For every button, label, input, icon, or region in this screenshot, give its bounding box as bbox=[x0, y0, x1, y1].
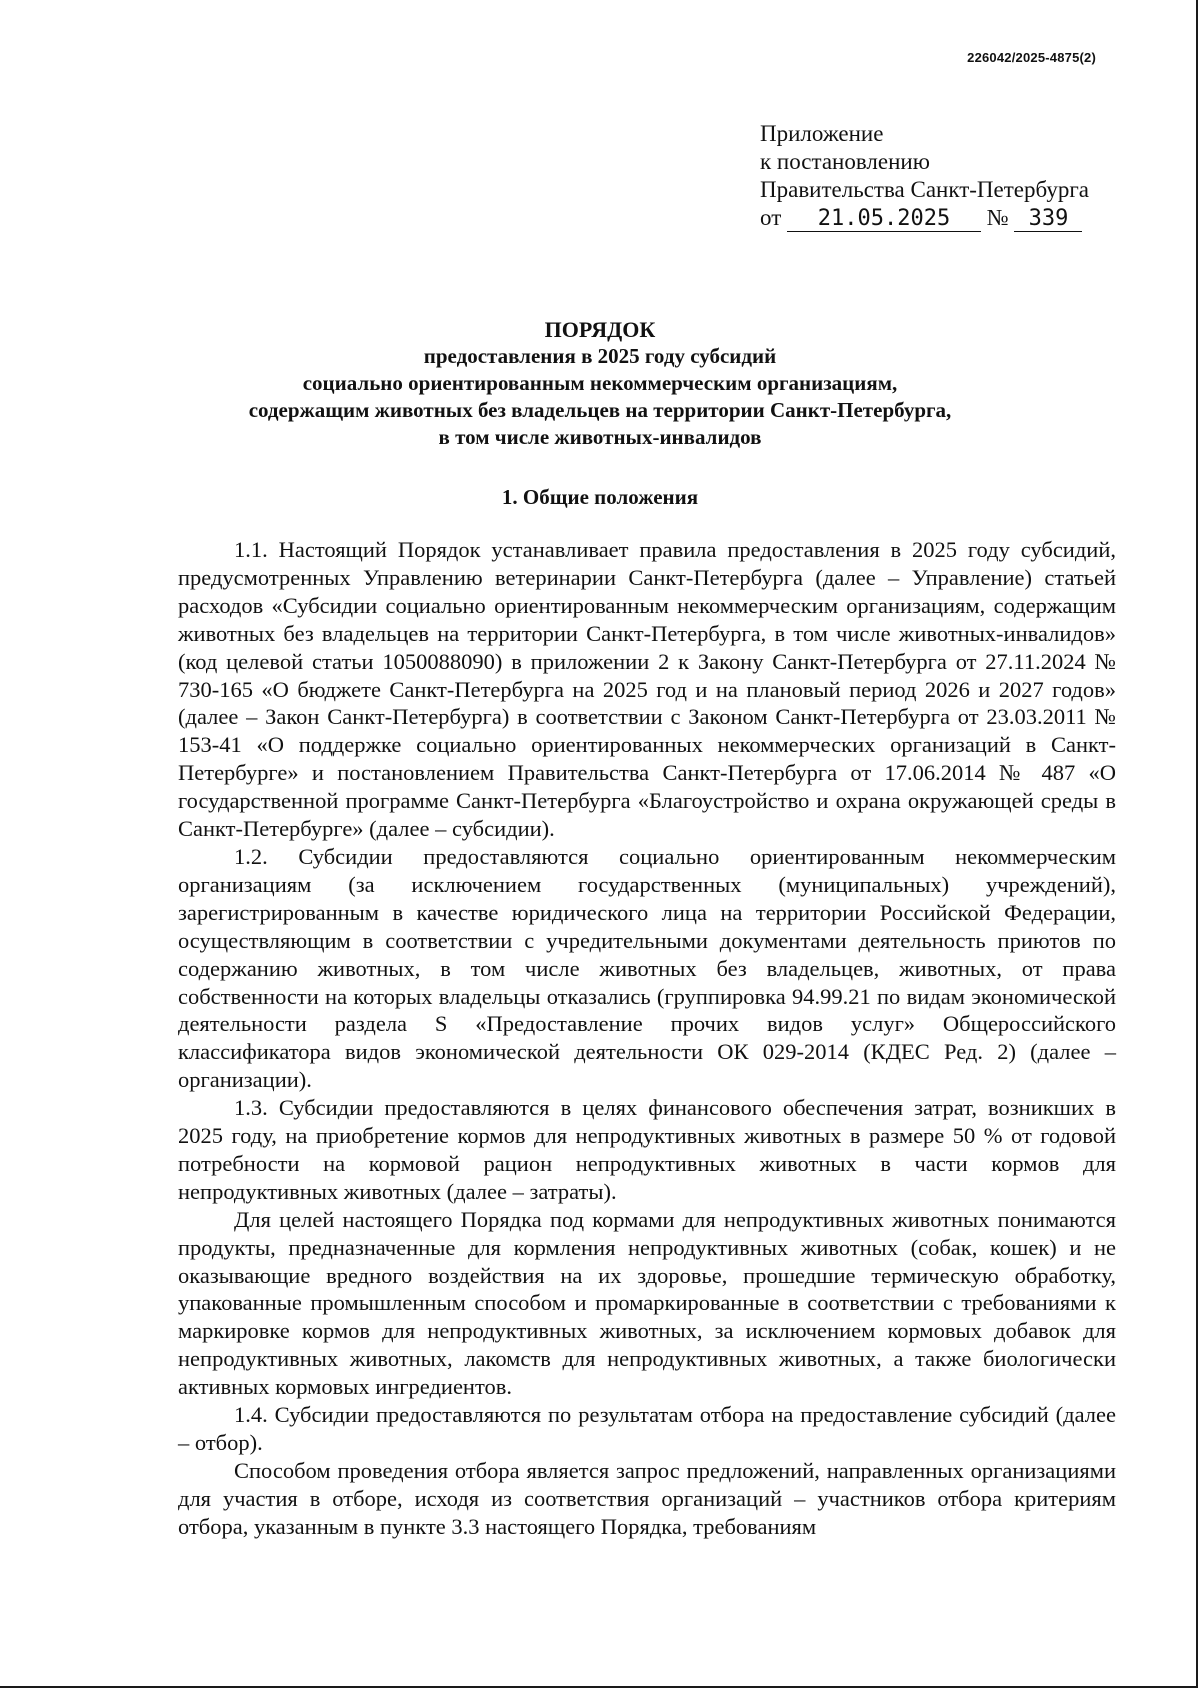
paragraph-feed-definition: Для целей настоящего Порядка под кормами для непродуктивных животных понимаются продукты, предназначенные для кормления непродуктивных животных (собак, кошек) и не оказывающие вредного воздействия на их здоровье, прошедшие термическую обработку, упакованные промышленным способом и промаркированные в соответствии с требованиями к маркировке кормов для непродуктивных животных, за исключением кормовых добавок для непродуктивных животных, лакомств для непродуктивных животных, а также биологически активных кормовых ингредиентов. bbox=[178, 1206, 1116, 1400]
title-line-1: предоставления в 2025 году субсидий bbox=[423, 344, 777, 368]
title-main: ПОРЯДОК bbox=[544, 317, 656, 342]
paragraph-1-1: 1.1. Настоящий Порядок устанавливает правила предоставления в 2025 году субсидий, предусмотренных Управлению ветеринарии Санкт-Петербурга (далее – Управление) статьей расходов «Субсидии социально ориентированным некоммерческим организациям, содержащим животных без владельцев на территории Санкт-Петербурга, в том числе животных-инвалидов» (код целевой статьи 1050088090) в приложении 2 к Закону Санкт-Петербурга от 27.11.2024 № 730-165 «О бюджете Санкт-Петербурга на 2025 год и на плановый период 2026 и 2027 годов» (далее – Закон Санкт-Петербурга) в соответствии с Законом Санкт-Петербурга от 23.03.2011 № 153-41 «О поддержке социально ориентированных некоммерческих организаций в Санкт-Петербурге» и постановлением Правительства Санкт-Петербурга от 17.06.2014 № 487 «О государственной программе Санкт-Петербурга «Благоустройство и охрана окружающей среды в Санкт-Петербурге» (далее – субсидии). bbox=[178, 537, 1116, 842]
section-heading: 1. Общие положения bbox=[501, 485, 699, 509]
appendix-line-1: Приложение bbox=[760, 121, 884, 146]
date-prefix: от bbox=[760, 205, 782, 230]
paragraph-1-3: 1.3. Субсидии предоставляются в целях финансового обеспечения затрат, возникших в 2025 году, на приобретение кормов для непродуктивных животных в размере 50 % от годовой потребности на кормовой рацион непродуктивных животных в части кормов для непродуктивных животных (далее – затраты). bbox=[178, 1095, 1116, 1204]
paragraph-selection-method: Способом проведения отбора является запрос предложений, направленных организациями для участия в отборе, исходя из соответствия организаций – участников отбора критериям отбора, указанным в пункте 3.3 настоящего Порядка, требованиям bbox=[178, 1457, 1116, 1539]
appendix-block bbox=[760, 120, 1089, 232]
appendix-line-3: Правительства Санкт-Петербурга bbox=[760, 177, 1089, 202]
paragraph-1-2: 1.2. Субсидии предоставляются социально ориентированным некоммерческим организациям (за исключением государственных (муниципальных) учреждений), зарегистрированным в качестве юридического лица на территории Российской Федерации, осуществляющим в соответствии с учредительными документами деятельность приютов по содержанию животных, в том числе животных без владельцев, животных, от права собственности на которых владельцы отказались (группировка 94.99.21 по видам экономической деятельности раздела S «Предоставление прочих видов услуг» Общероссийского классификатора видов экономической деятельности ОК 029-2014 (КДЕС Ред. 2) (далее – организации). bbox=[178, 843, 1116, 1093]
resolution-number: 339 bbox=[1014, 207, 1082, 232]
appendix-date-line bbox=[760, 204, 1089, 232]
resolution-date: 21.05.2025 bbox=[787, 207, 981, 232]
title-line-4: в том числе животных-инвалидов bbox=[438, 425, 762, 449]
title-line-2: социально ориентированным некоммерческим организациям, bbox=[302, 371, 898, 395]
number-prefix: № bbox=[986, 205, 1009, 230]
paragraph-1-4: 1.4. Субсидии предоставляются по результатам отбора на предоставление субсидий (далее – отбор). bbox=[178, 1402, 1116, 1455]
section-body bbox=[178, 536, 1116, 1541]
title-line-3: содержащим животных без владельцев на территории Санкт-Петербурга, bbox=[248, 398, 952, 422]
document-title bbox=[160, 316, 1040, 451]
document-number: 226042/2025-4875(2) bbox=[967, 50, 1096, 65]
appendix-line-2: к постановлению bbox=[760, 149, 930, 174]
